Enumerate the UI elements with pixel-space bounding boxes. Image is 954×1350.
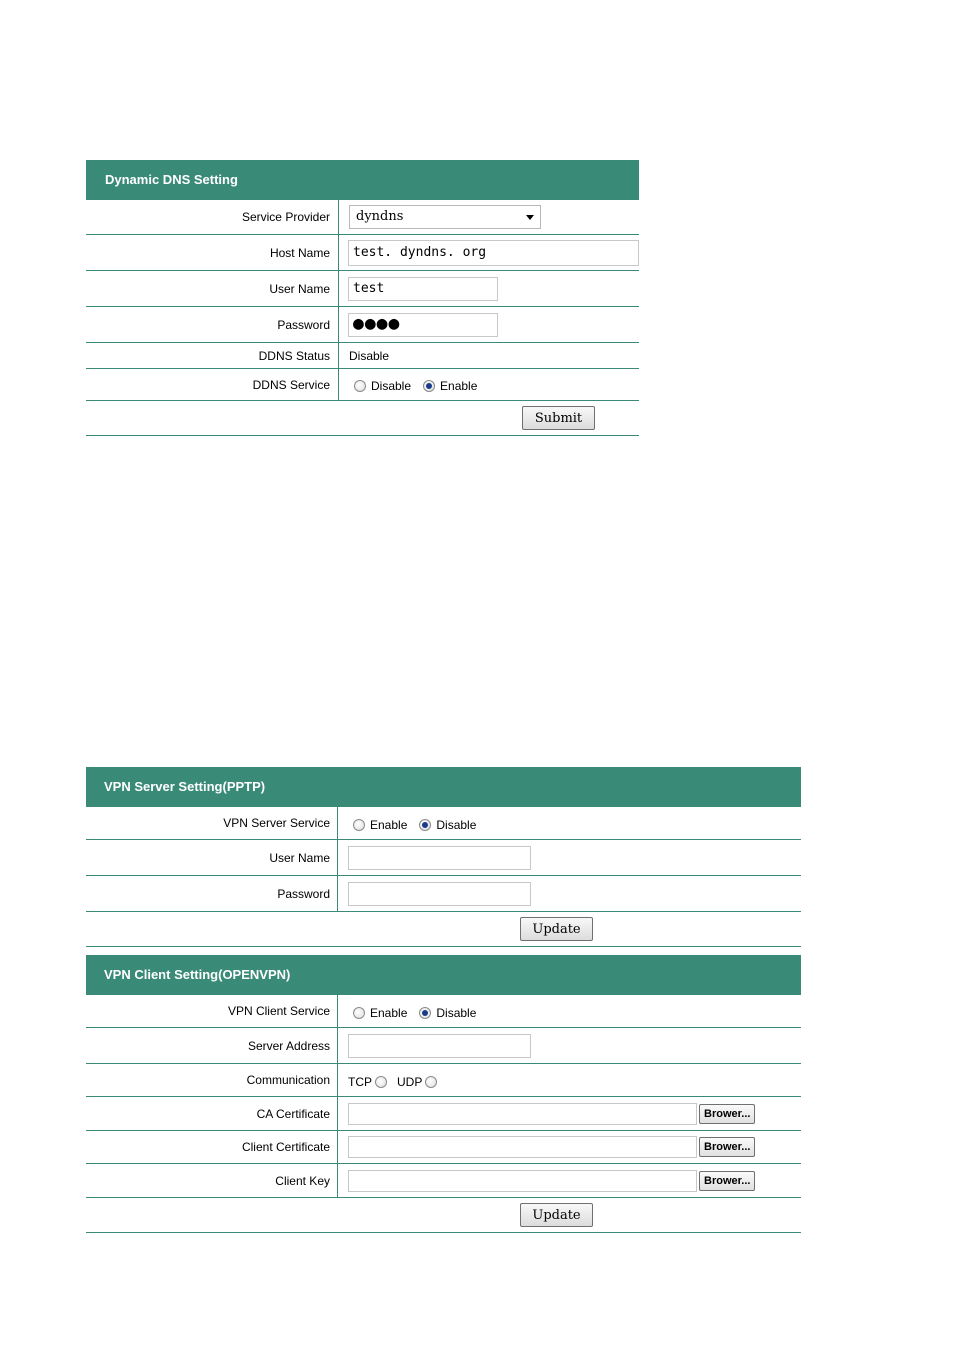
vpn-server-disable-radio[interactable] (419, 819, 431, 831)
service-provider-value: dyndns (356, 209, 404, 224)
vpn-client-row-address (86, 1028, 801, 1064)
submit-button[interactable]: Submit (522, 406, 595, 430)
ddns-disable-label: Disable (371, 378, 412, 393)
client-key-label: Client Key (275, 1173, 330, 1188)
vpn-server-enable-radio[interactable] (353, 819, 365, 831)
vpn-server-row-update (86, 912, 801, 947)
vpn-user-name-label: User Name (269, 850, 330, 865)
ddns-row-host (86, 235, 639, 271)
udp-radio[interactable] (425, 1076, 437, 1088)
udp-label: UDP (397, 1074, 423, 1089)
ddns-title: Dynamic DNS Setting (86, 160, 639, 200)
vpn-server-update-button[interactable]: Update (520, 917, 593, 941)
vpn-client-update-button[interactable]: Update (520, 1203, 593, 1227)
vpn-server-panel (86, 767, 801, 947)
ddns-row-user (86, 271, 639, 307)
client-key-browse-button[interactable]: Brower... (699, 1171, 755, 1191)
host-name-label: Host Name (269, 245, 330, 260)
ddns-row-submit (86, 401, 639, 436)
ca-certificate-input[interactable] (348, 1103, 697, 1125)
vpn-server-disable-label: Disable (436, 817, 477, 832)
vpn-client-row-key (86, 1164, 801, 1198)
client-certificate-label: Client Certificate (241, 1140, 330, 1154)
server-address-input[interactable] (348, 1034, 531, 1058)
ca-certificate-label: CA Certificate (256, 1106, 330, 1121)
vpn-server-row-service (86, 807, 801, 840)
vpn-server-enable-label: Enable (370, 817, 408, 832)
vpn-client-service-label: VPN Client Service (227, 1004, 330, 1018)
ddns-row-provider (86, 200, 639, 235)
vpn-password-label: Password (277, 886, 330, 901)
client-certificate-browse-button[interactable]: Brower... (699, 1137, 755, 1157)
vpn-client-enable-radio[interactable] (353, 1007, 365, 1019)
vpn-client-row-communication (86, 1064, 801, 1097)
host-name-input[interactable] (348, 240, 639, 266)
service-provider-select[interactable] (349, 205, 541, 229)
vpn-client-disable-radio[interactable] (419, 1007, 431, 1019)
vpn-client-row-service (86, 995, 801, 1028)
vpn-client-title: VPN Client Setting(OPENVPN) (86, 955, 801, 995)
ddns-status-label: DDNS Status (258, 348, 330, 363)
vpn-server-service-label: VPN Server Service (223, 816, 330, 830)
ddns-row-service (86, 369, 639, 401)
ddns-enable-radio[interactable] (423, 380, 435, 392)
client-key-input[interactable] (348, 1170, 697, 1192)
ddns-panel (86, 160, 639, 436)
vpn-client-disable-label: Disable (436, 1005, 477, 1020)
tcp-label: TCP (348, 1074, 372, 1089)
vpn-user-name-input[interactable] (348, 846, 531, 870)
vpn-client-row-update (86, 1198, 801, 1233)
user-name-label: User Name (269, 281, 330, 296)
client-certificate-input[interactable] (348, 1136, 697, 1158)
ddns-status-value: Disable (349, 348, 390, 363)
vpn-client-panel (86, 955, 801, 1233)
vpn-server-row-password (86, 876, 801, 912)
vpn-server-row-user (86, 840, 801, 876)
ddns-service-label: DDNS Service (252, 377, 330, 392)
ddns-disable-radio[interactable] (354, 380, 366, 392)
service-provider-label: Service Provider (241, 210, 330, 224)
ddns-row-status (86, 343, 639, 369)
ddns-row-password (86, 307, 639, 343)
user-name-input[interactable] (348, 277, 498, 301)
vpn-client-row-ca (86, 1097, 801, 1131)
vpn-client-enable-label: Enable (370, 1005, 408, 1020)
ddns-enable-label: Enable (440, 378, 478, 393)
password-input[interactable]: ●●●● (348, 313, 498, 337)
tcp-radio[interactable] (375, 1076, 387, 1088)
ca-certificate-browse-button[interactable]: Brower... (699, 1104, 755, 1124)
chevron-down-icon (526, 215, 534, 220)
communication-label: Communication (246, 1073, 330, 1087)
server-address-label: Server Address (247, 1038, 330, 1053)
vpn-password-input[interactable] (348, 882, 531, 906)
vpn-server-title: VPN Server Setting(PPTP) (86, 767, 801, 807)
password-label: Password (277, 317, 330, 332)
vpn-client-row-client-cert (86, 1131, 801, 1164)
